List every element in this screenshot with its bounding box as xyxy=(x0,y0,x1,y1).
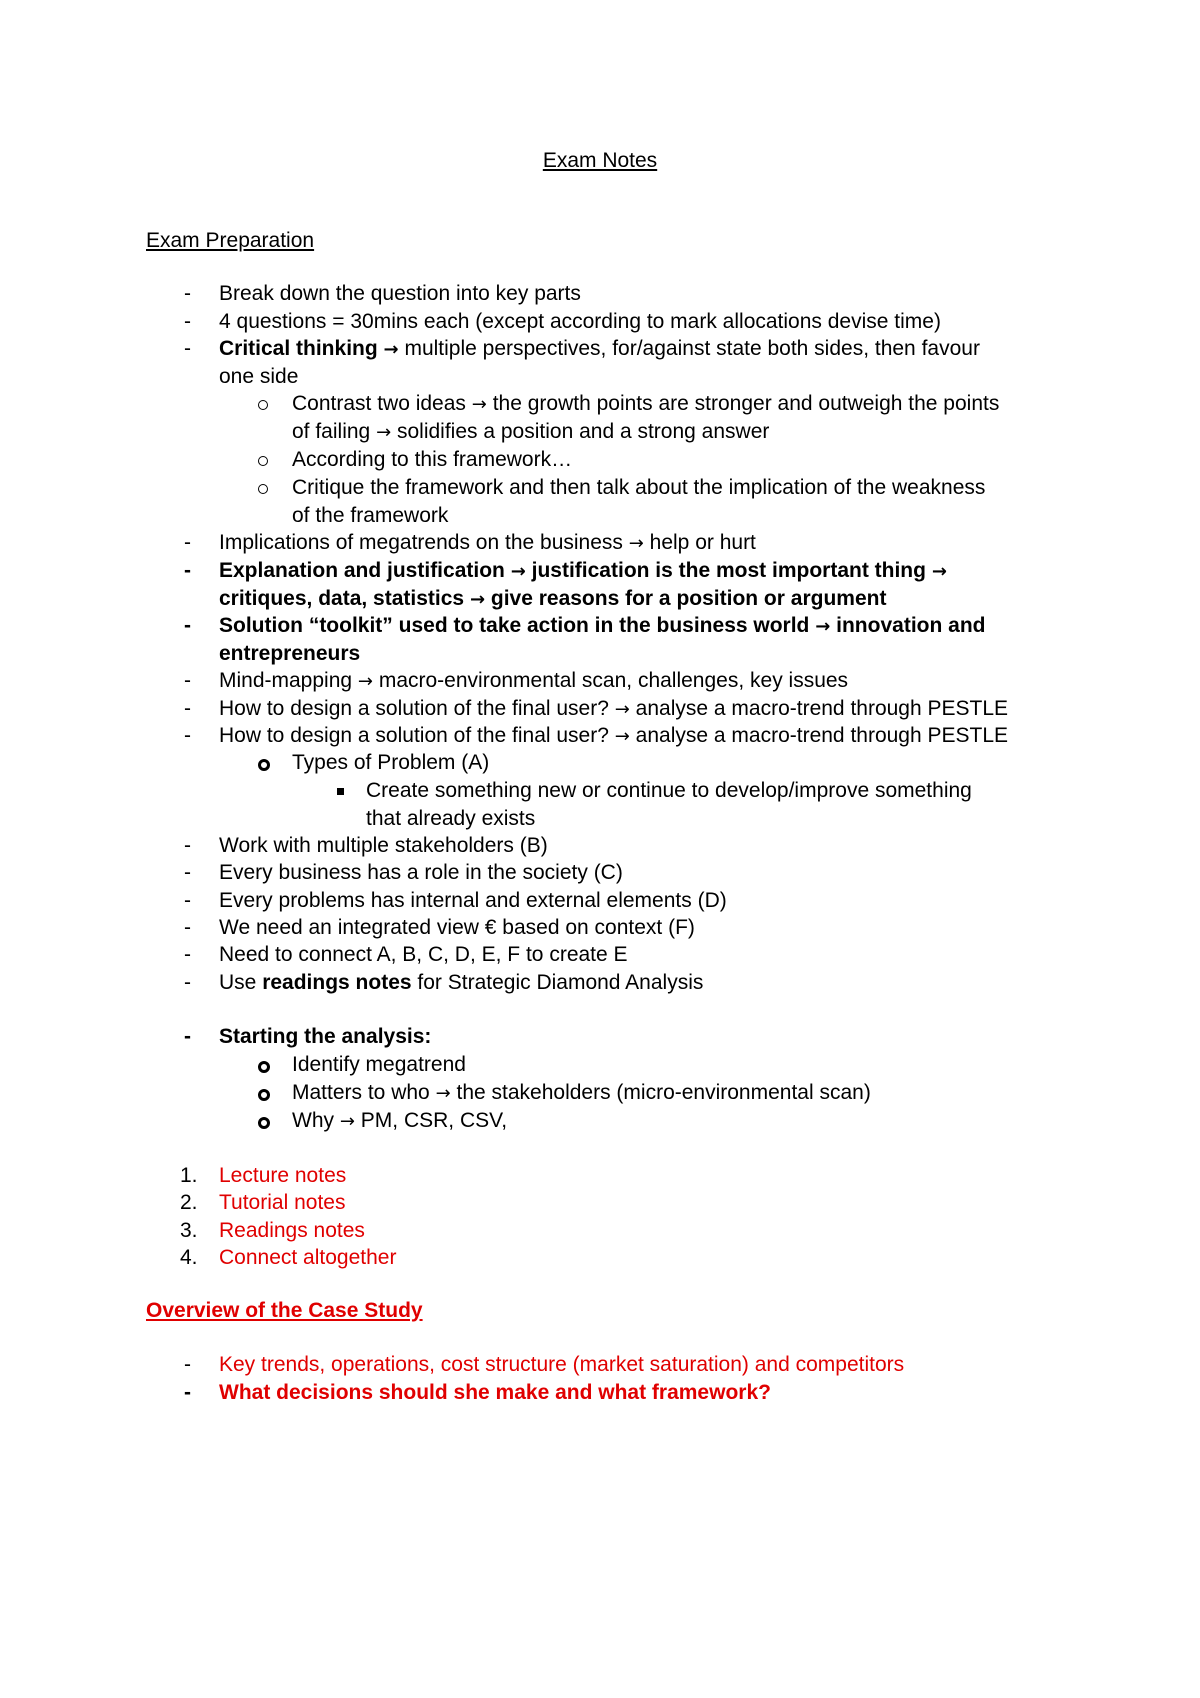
sub-list-item-continuation: of failing → solidifies a position and a strong answer xyxy=(292,420,770,443)
sub-list-item: According to this framework… xyxy=(0,445,1200,475)
list-item: - Implications of megatrends on the business → help or hurt xyxy=(0,528,1200,558)
sub-list-item: Critique the framework and then talk about the implication of the weakness xyxy=(0,473,1200,503)
list-item: - Use readings notes for Strategic Diamond Analysis xyxy=(0,968,1200,998)
dash-bullet-icon: - xyxy=(184,971,191,994)
list-item: - How to design a solution of the final user? → analyse a macro-trend through PESTLE xyxy=(0,694,1200,724)
list-item: - Critical thinking → multiple perspectives, for/against state both sides, then favour xyxy=(0,334,1200,364)
section-heading-exam-preparation: Exam Preparation xyxy=(146,229,315,252)
dash-bullet-icon: - xyxy=(184,337,191,360)
dash-bullet-icon: - xyxy=(184,310,191,333)
sub-list-item-continuation: of the framework xyxy=(292,504,449,527)
numbered-item: 1. Lecture notes xyxy=(180,1164,347,1187)
arrow-right-icon: → xyxy=(614,699,630,720)
sub-list-item: Contrast two ideas → the growth points are stronger and outweigh the points xyxy=(0,389,1200,419)
dash-bullet-icon: - xyxy=(184,697,191,720)
list-item-continuation: critiques, data, statistics → give reasons for a position or argument xyxy=(219,587,887,610)
dash-bullet-icon: - xyxy=(184,724,191,747)
dash-bullet-icon: - xyxy=(184,943,191,966)
list-item: - Explanation and justification → justification is the most important thing → xyxy=(0,556,1200,586)
arrow-right-icon: → xyxy=(435,1083,451,1104)
circle-bullet-icon xyxy=(258,1117,270,1129)
list-item: - Mind-mapping → macro-environmental scan, challenges, key issues xyxy=(0,666,1200,696)
square-bullet-icon xyxy=(337,788,344,795)
arrow-right-icon: → xyxy=(357,671,373,692)
dash-bullet-icon: - xyxy=(184,559,191,582)
arrow-right-icon: → xyxy=(628,533,644,554)
sub-sub-list-item-continuation: that already exists xyxy=(366,807,536,830)
sub-list-item: Why → PM, CSR, CSV, xyxy=(0,1106,1200,1136)
sub-list-item: Identify megatrend xyxy=(0,1050,1200,1080)
circle-bullet-icon xyxy=(258,456,268,466)
list-item: - We need an integrated view € based on context (F) xyxy=(0,913,1200,943)
numbered-item: 4. Connect altogether xyxy=(180,1246,397,1269)
arrow-right-icon: → xyxy=(376,422,392,443)
section-heading-case-study: Overview of the Case Study xyxy=(146,1299,423,1322)
list-item: - Key trends, operations, cost structure (market saturation) and competitors xyxy=(0,1350,1200,1380)
sub-list-item: Matters to who → the stakeholders (micro-environmental scan) xyxy=(0,1078,1200,1108)
list-item: - Solution “toolkit” used to take action in the business world → innovation and xyxy=(0,611,1200,641)
dash-bullet-icon: - xyxy=(184,1353,191,1376)
dash-bullet-icon: - xyxy=(184,282,191,305)
list-item: - Break down the question into key parts xyxy=(0,279,1200,309)
list-item: - Need to connect A, B, C, D, E, F to create E xyxy=(0,940,1200,970)
arrow-right-icon: → xyxy=(339,1111,355,1132)
dash-bullet-icon: - xyxy=(184,1025,191,1048)
list-item: - Starting the analysis: xyxy=(0,1022,1200,1052)
circle-bullet-icon xyxy=(258,1089,270,1101)
dash-bullet-icon: - xyxy=(184,834,191,857)
numbered-item: 2. Tutorial notes xyxy=(180,1191,346,1214)
dash-bullet-icon: - xyxy=(184,861,191,884)
arrow-right-icon: → xyxy=(469,589,486,610)
sub-sub-list-item: Create something new or continue to develop/improve something xyxy=(0,776,1200,806)
dash-bullet-icon: - xyxy=(184,614,191,637)
list-item: - Every business has a role in the society (C) xyxy=(0,858,1200,888)
dash-bullet-icon: - xyxy=(184,669,191,692)
circle-bullet-icon xyxy=(258,400,268,410)
list-item: - Work with multiple stakeholders (B) xyxy=(0,831,1200,861)
list-item: - How to design a solution of the final user? → analyse a macro-trend through PESTLE xyxy=(0,721,1200,751)
arrow-right-icon: → xyxy=(471,394,487,415)
sub-list-item: Types of Problem (A) xyxy=(0,748,1200,778)
arrow-right-icon: → xyxy=(510,561,526,582)
numbered-item: 3. Readings notes xyxy=(180,1219,365,1242)
circle-bullet-icon xyxy=(258,484,268,494)
dash-bullet-icon: - xyxy=(184,1381,191,1404)
list-item: - Every problems has internal and external elements (D) xyxy=(0,886,1200,916)
list-item: - What decisions should she make and what framework? xyxy=(0,1378,1200,1408)
arrow-right-icon: → xyxy=(815,616,831,637)
list-item-continuation: one side xyxy=(219,365,299,388)
dash-bullet-icon: - xyxy=(184,916,191,939)
document-title: Exam Notes xyxy=(542,149,658,172)
circle-bullet-icon xyxy=(258,1061,270,1073)
arrow-right-icon: → xyxy=(614,726,630,747)
list-item-continuation: entrepreneurs xyxy=(219,642,361,665)
list-item: - 4 questions = 30mins each (except according to mark allocations devise time) xyxy=(0,307,1200,337)
dash-bullet-icon: - xyxy=(184,889,191,912)
arrow-right-icon: → xyxy=(931,561,947,582)
circle-bullet-icon xyxy=(258,759,270,771)
dash-bullet-icon: - xyxy=(184,531,191,554)
arrow-right-icon: → xyxy=(383,339,399,360)
